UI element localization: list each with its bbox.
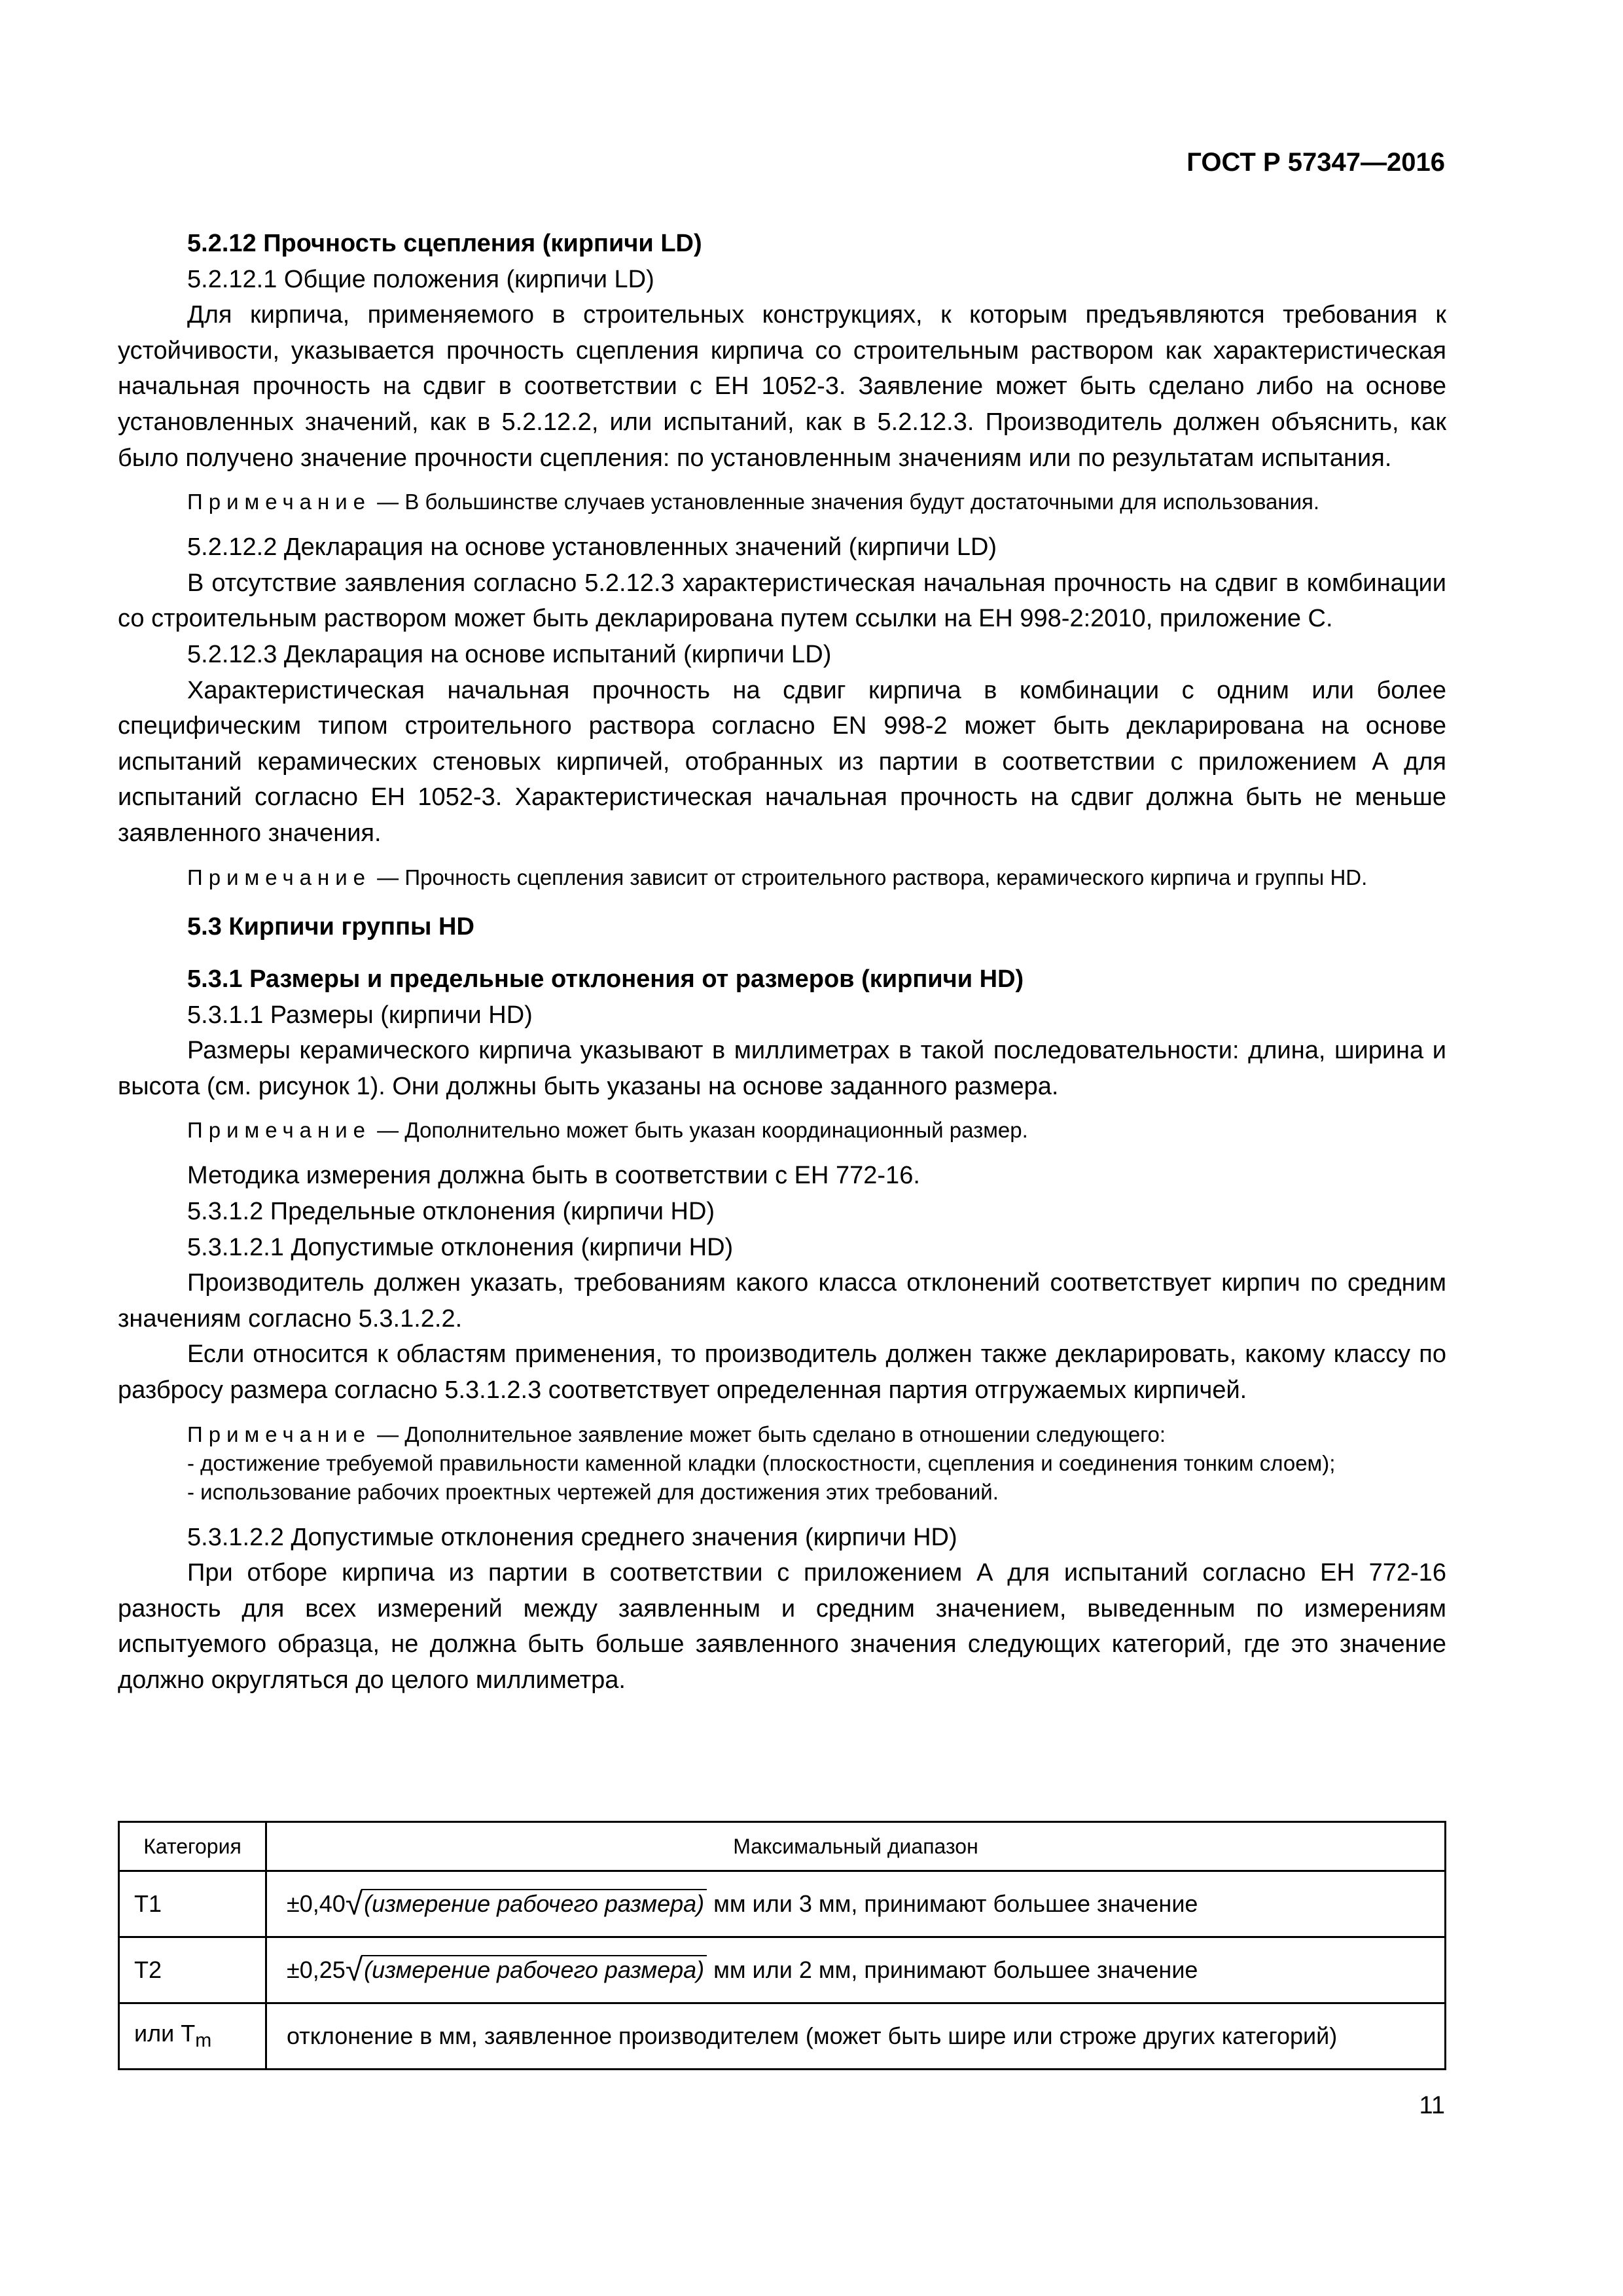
section-heading: 5.3 Кирпичи группы HD: [187, 912, 474, 941]
note-list-item: - использование рабочих проектных чертежей для достижения этих требований.: [187, 1479, 999, 1504]
formula-tail: мм или 2 мм, принимают большее значение: [707, 1956, 1198, 1983]
note: [118, 1116, 1446, 1145]
note-list-item: - достижение требуемой правильности каменной кладки (плоскостности, сцепления и соединения тонким слоем);: [187, 1450, 1336, 1475]
body-paragraph: Методика измерения должна быть в соответствии с ЕН 772-16.: [187, 1162, 920, 1190]
body-paragraph: При отборе кирпича из партии в соответствии с приложением А для испытаний согласно ЕН 772-16 разность для всех измерений между заявленным и средним значением, выведенным по измерениям испытуемого образца, не должна быть больше заявленного значения следующих категорий, где это значение должно округляться до целого миллиметра.: [118, 1559, 1446, 1694]
note-label: Примечание: [187, 490, 372, 514]
sqrt-icon: √: [345, 1952, 363, 1988]
formula-cell: [266, 1871, 1446, 1937]
body-paragraph: В отсутствие заявления согласно 5.2.12.3 характеристическая начальная прочность на сдвиг в комбинации со строительным раствором может быть декларирована путем ссылки на ЕН 998-2:2010, приложение С.: [118, 569, 1446, 633]
formula-radicand: (измерение рабочего размера): [361, 1955, 707, 1984]
tolerance-table: [118, 1821, 1446, 2070]
note-text: — В большинстве случаев установленные значения будут достаточными для использования.: [371, 490, 1320, 514]
note-label: Примечание: [187, 1422, 372, 1446]
body-paragraph: Если относится к областям применения, то производитель должен также декларировать, какому классу по разбросу размера согласно 5.3.1.2.3 соответствует определенная партия отгружаемых кирпичей.: [118, 1340, 1446, 1405]
category-cell: T2: [119, 1937, 266, 2003]
formula-cell: [266, 1937, 1446, 2003]
note-label: Примечание: [187, 865, 372, 889]
body-paragraph: Производитель должен указать, требованиям какого класса отклонений соответствует кирпич по средним значениям согласно 5.3.1.2.2.: [118, 1269, 1446, 1333]
formula-tail: мм или 3 мм, принимают большее значение: [707, 1890, 1198, 1917]
table-row: [119, 1937, 1446, 2003]
note-text: — Дополнительное заявление может быть сделано в отношении следующего:: [371, 1422, 1166, 1446]
subsection-heading: 5.2.12.3 Декларация на основе испытаний (кирпичи LD): [187, 640, 832, 668]
description-cell: отклонение в мм, заявленное производителем (может быть шире или строже других категорий): [266, 2003, 1446, 2070]
body-paragraph: Характеристическая начальная прочность на сдвиг кирпича в комбинации с одним или более специфическим типом строительного раствора согласно EN 998-2 может быть декларирована на основе испытаний керамических стеновых кирпичей, отобранных из партии в соответствии с приложением А для испытаний согласно ЕН 1052-3. Характеристическая начальная прочность на сдвиг должна быть не меньше заявленного значения.: [118, 676, 1446, 847]
formula-coefficient: ±0,40: [287, 1890, 346, 1917]
document-body: [118, 226, 1446, 1698]
section-heading: 5.2.12 Прочность сцепления (кирпичи LD): [187, 230, 702, 257]
formula-radicand: (измерение рабочего размера): [361, 1889, 707, 1918]
table-header-row: [119, 1822, 1446, 1871]
category-cell: T1: [119, 1871, 266, 1937]
table-header-category: Категория: [119, 1822, 266, 1871]
subsection-heading: 5.3.1.2.2 Допустимые отклонения среднего значения (кирпичи HD): [187, 1523, 957, 1551]
subsection-heading: 5.3.1.2 Предельные отклонения (кирпичи HD): [187, 1198, 715, 1226]
sqrt-icon: √: [345, 1886, 363, 1922]
note: [118, 1420, 1446, 1507]
document-header: ГОСТ Р 57347—2016: [1186, 148, 1445, 177]
category-subscript: m: [195, 2030, 212, 2052]
table-row: [119, 1871, 1446, 1937]
note-text: — Дополнительно может быть указан координационный размер.: [371, 1118, 1028, 1143]
category-cell: [119, 2003, 266, 2070]
note: [118, 863, 1446, 892]
body-paragraph: Размеры керамического кирпича указывают в миллиметрах в такой последовательности: длина, ширина и высота (см. рисунок 1). Они должны быть указаны на основе заданного размера.: [118, 1037, 1446, 1100]
formula-coefficient: ±0,25: [287, 1956, 346, 1983]
subsection-heading: 5.2.12.2 Декларация на основе установленных значений (кирпичи LD): [187, 533, 997, 562]
page-number: 11: [1419, 2092, 1445, 2119]
category-prefix: или T: [134, 2020, 196, 2047]
section-heading: 5.3.1 Размеры и предельные отклонения от размеров (кирпичи HD): [187, 965, 1024, 994]
note-label: Примечание: [187, 1118, 372, 1143]
subsection-heading: 5.3.1.2.1 Допустимые отклонения (кирпичи HD): [187, 1233, 734, 1261]
note: [118, 488, 1446, 516]
table-header-range: Максимальный диапазон: [266, 1822, 1446, 1871]
subsection-heading: 5.2.12.1 Общие положения (кирпичи LD): [187, 265, 654, 293]
table-row: [119, 2003, 1446, 2070]
subsection-heading: 5.3.1.1 Размеры (кирпичи HD): [187, 1001, 533, 1029]
body-paragraph: Для кирпича, применяемого в строительных конструкциях, к которым предъявляются требования к устойчивости, указывается прочность сцепления кирпича со строительным раствором как характеристическая начальная прочность на сдвиг в соответствии с ЕН 1052-3. Заявление может быть сделано либо на основе установленных значений, как в 5.2.12.2, или испытаний, как в 5.2.12.3. Производитель должен объяснить, как было получено значение прочности сцепления: по установленным значениям или по результатам испытания.: [118, 301, 1446, 472]
note-text: — Прочность сцепления зависит от строительного раствора, керамического кирпича и группы HD.: [371, 865, 1368, 889]
